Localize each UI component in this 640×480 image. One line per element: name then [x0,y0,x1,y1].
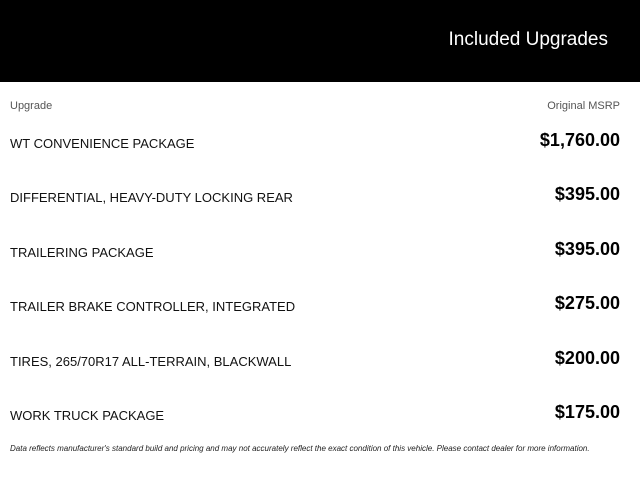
upgrade-name: WT CONVENIENCE PACKAGE [10,136,195,151]
upgrade-price: $200.00 [554,348,620,368]
upgrade-name: TIRES, 265/70R17 ALL-TERRAIN, BLACKWALL [10,354,292,369]
table-row [0,128,640,158]
table-row [0,346,640,376]
column-header-upgrade: Upgrade [10,100,53,112]
table-row [0,237,640,267]
upgrade-price: $175.00 [554,402,620,422]
upgrade-name: DIFFERENTIAL, HEAVY-DUTY LOCKING REAR [10,190,293,205]
upgrade-price: $275.00 [554,293,620,313]
disclaimer-text: Data reflects manufacturer's standard build and pricing and may not accurately reflect the exact condition of this vehicle. Please contact dealer for more information. [10,444,590,453]
upgrade-name: WORK TRUCK PACKAGE [10,408,165,423]
column-header-msrp: Original MSRP [547,100,620,112]
table-row [0,182,640,212]
upgrade-name: TRAILER BRAKE CONTROLLER, INTEGRATED [10,299,296,314]
header-bar [0,0,640,82]
upgrade-price: $395.00 [554,184,620,204]
page-title: Included Upgrades [448,29,608,50]
upgrade-price: $395.00 [554,239,620,259]
table-row [0,291,640,321]
upgrade-price: $1,760.00 [539,130,620,150]
upgrade-name: TRAILERING PACKAGE [10,245,154,260]
table-row [0,400,640,430]
